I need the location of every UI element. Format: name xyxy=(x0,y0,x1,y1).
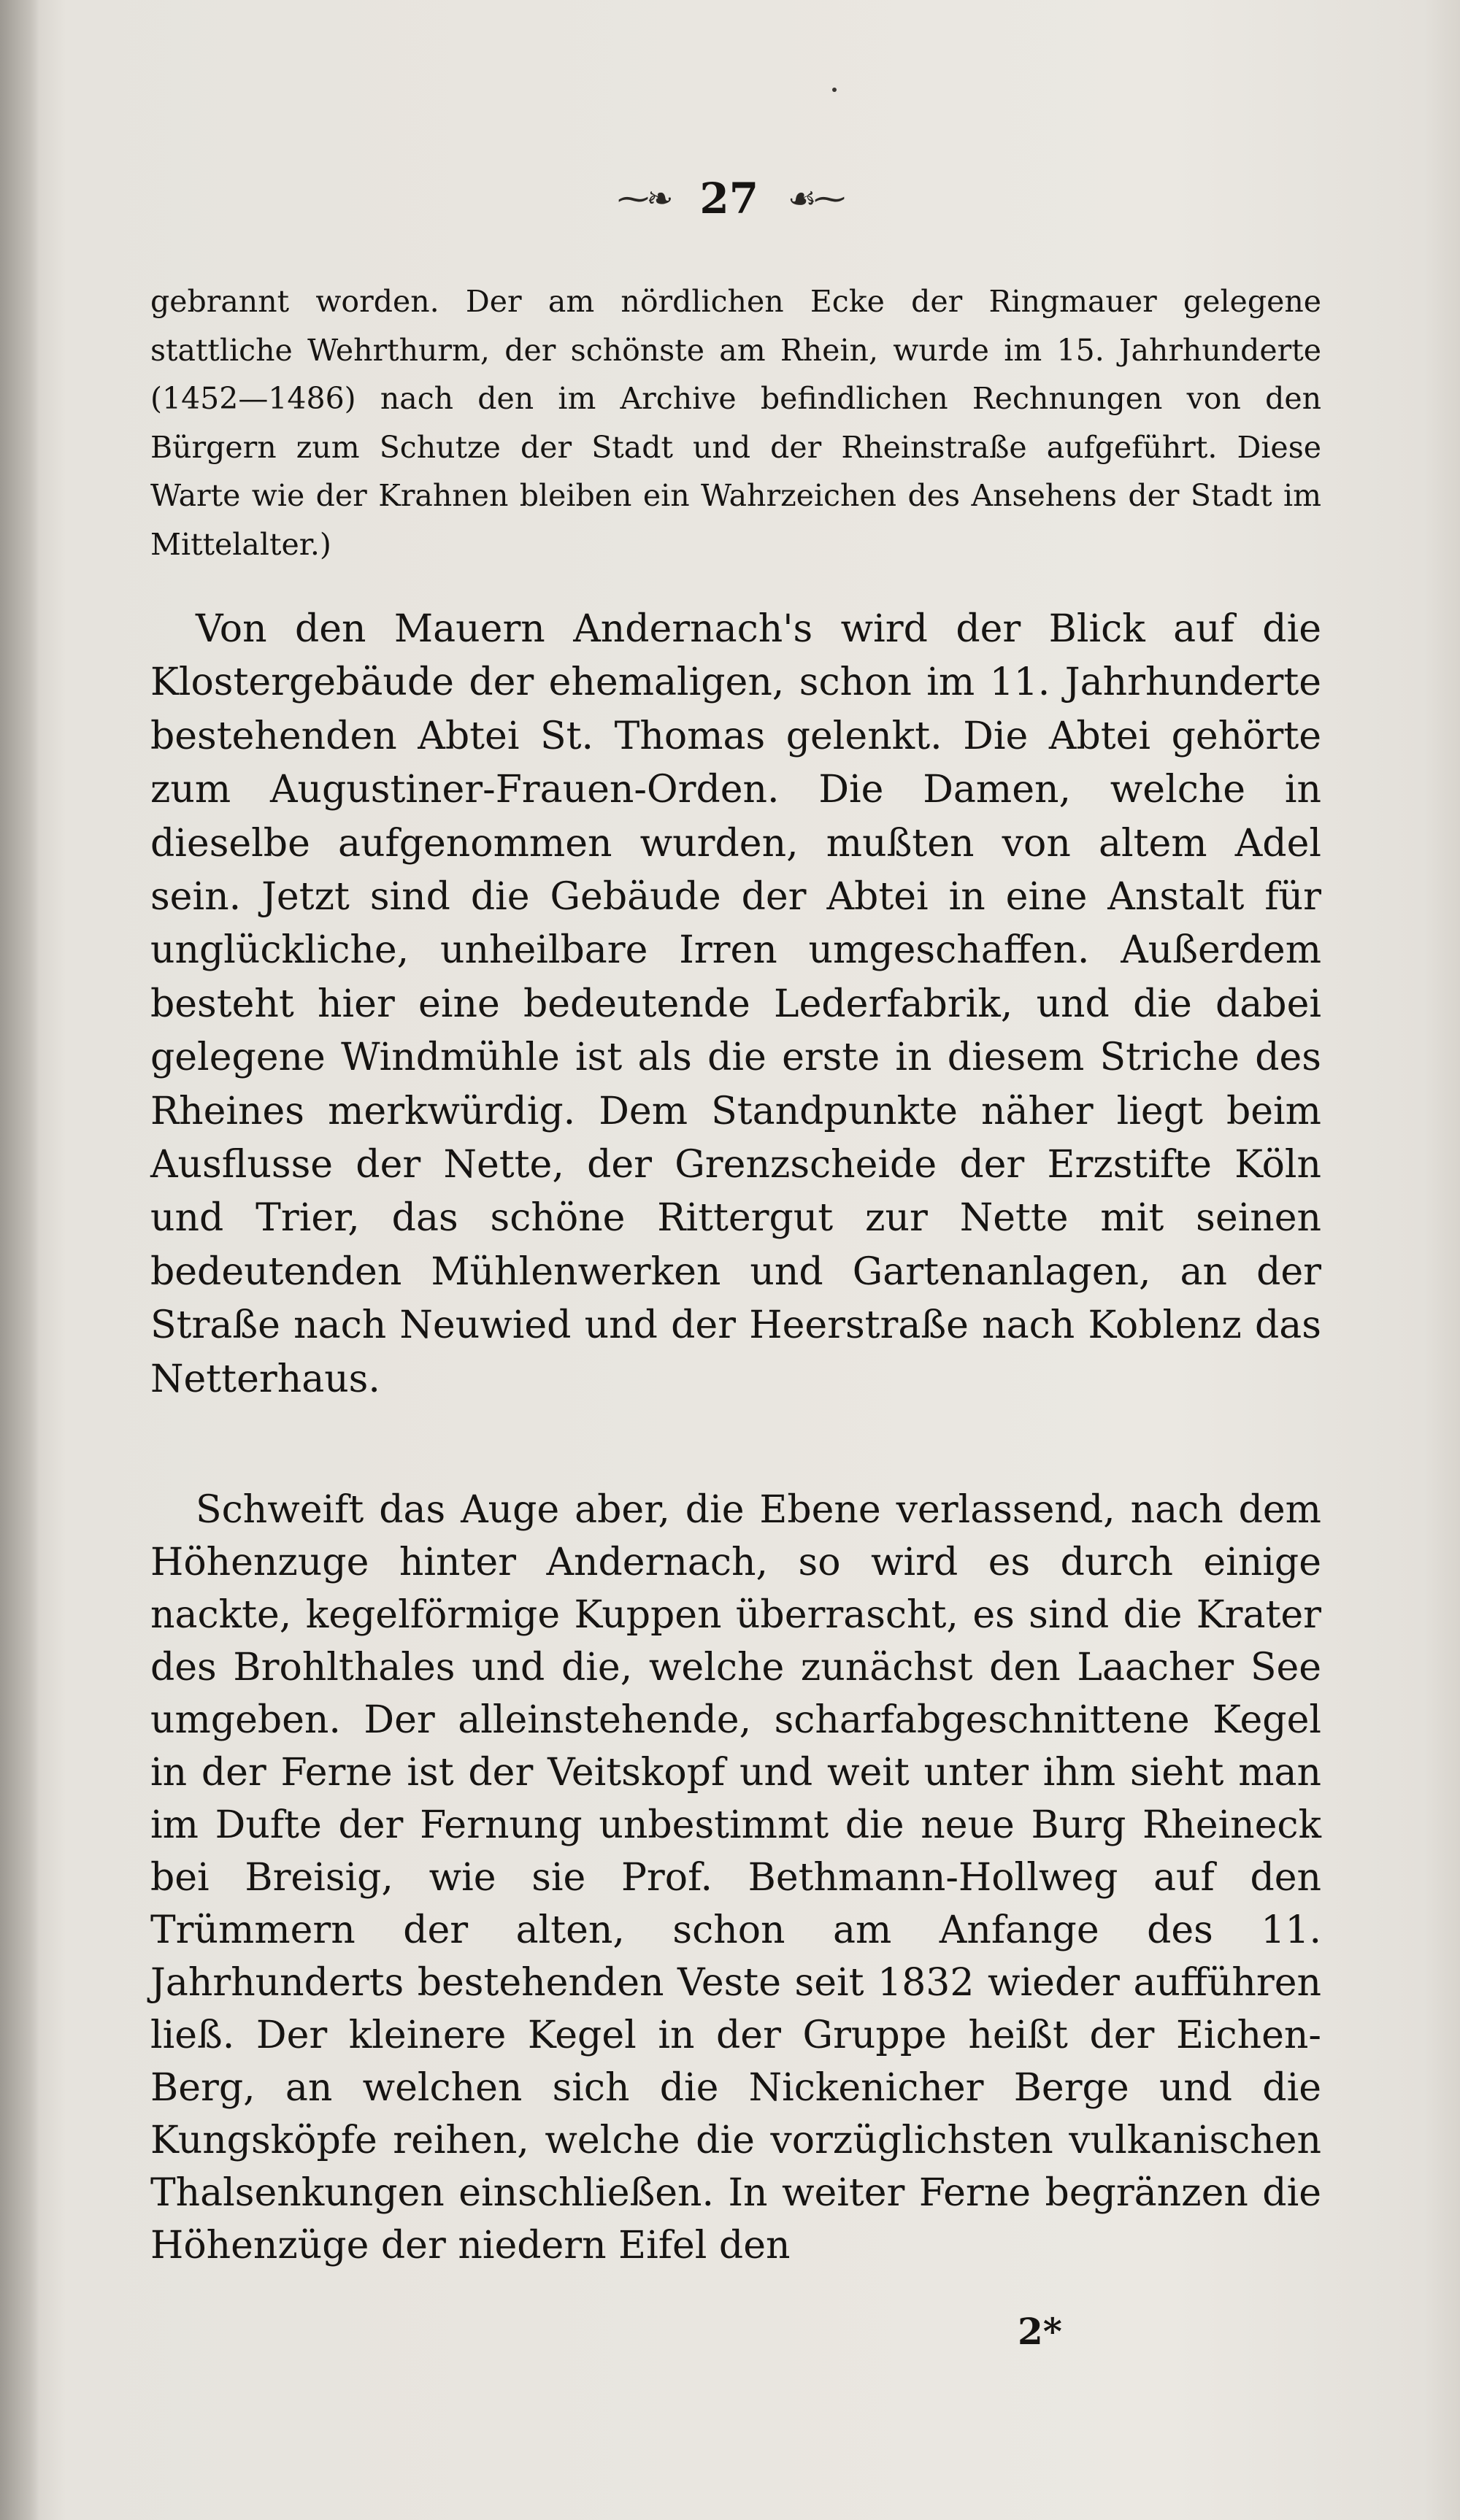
paragraph-andernach-abbey xyxy=(150,603,1321,1406)
left-ornament: ⁓❧ xyxy=(617,180,671,217)
footnote-continuation: gebrannt worden. Der am nördlichen Ecke der Ringmauer gelegene stattliche Wehrthurm, der schönste am Rhein, wurde im 15. Jahrhunderte (1452—1486) nach den im Archive befindlichen Rechnungen von den Bürgern zum Schutze der Stadt und der Rheinstraße aufgeführt. Diese Warte wie der Krahnen bleiben ein Wahrzeichen des Ansehens der Stadt im Mittelalter.) xyxy=(150,284,1321,562)
page-header xyxy=(0,174,1460,223)
paper-speck xyxy=(832,88,837,92)
page-number: 27 xyxy=(699,174,759,223)
paragraph-volcanic-hills xyxy=(150,1484,1321,2272)
right-ornament: ☙⁓ xyxy=(788,180,843,217)
book-spine-shadow xyxy=(0,0,39,2520)
paragraph-andernach-abbey-text: Von den Mauern Andernach's wird der Blick auf die Klostergebäude der ehemaligen, schon im 11. Jahrhunderte bestehenden Abtei St. Thomas gelenkt. Die Abtei gehörte zum Augustiner-Frauen-Orden. Die Damen, welche in dieselbe aufgenommen wurden, mußten von altem Adel sein. Jetzt sind die Gebäude der Abtei in eine Anstalt für unglückliche, unheilbare Irren umgeschaffen. Außerdem besteht hier eine bedeutende Lederfabrik, und die dabei gelegene Windmühle ist als die erste in diesem Striche des Rheines merkwürdig. Dem Standpunkte näher liegt beim Ausflusse der Nette, der Grenzscheide der Erzstifte Köln und Trier, das schöne Rittergut zur Nette mit seinen bedeutenden Mühlenwerken und Gartenanlagen, an der Straße nach Neuwied und der Heerstraße nach Koblenz das Netterhaus. xyxy=(150,607,1321,1401)
paragraph-volcanic-hills-text: Schweift das Auge aber, die Ebene verlassend, nach dem Höhenzuge hinter Andernach, so wird es durch einige nackte, kegelförmige Kuppen überrascht, es sind die Krater des Brohlthales und die, welche zunächst den Laacher See umgeben. Der alleinstehende, scharfabgeschnittene Kegel in der Ferne ist der Veitskopf und weit unter ihm sieht man im Dufte der Fernung unbestimmt die neue Burg Rheineck bei Breisig, wie sie Prof. Bethmann-Hollweg auf den Trümmern der alten, schon am Anfange des 11. Jahrhunderts bestehenden Veste seit 1832 wieder aufführen ließ. Der kleinere Kegel in der Gruppe heißt der Eichen-Berg, an welchen sich die Nickenicher Berge und die Kungsköpfe reihen, welche die vorzüglichsten vulkanischen Thalsenkungen einschließen. In weiter Ferne begränzen die Höhenzüge der niedern Eifel den xyxy=(150,1488,1321,2267)
signature-mark: 2* xyxy=(1018,2310,1062,2353)
